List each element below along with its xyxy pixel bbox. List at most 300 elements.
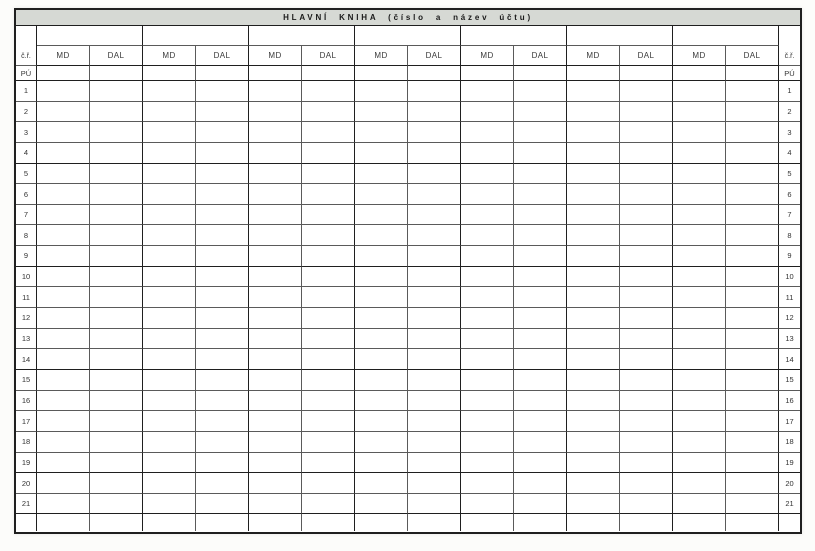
dal-header-cell-3: DAL xyxy=(302,46,355,66)
data-cell-r11-c11 xyxy=(567,287,620,308)
data-cell-r17-c4 xyxy=(196,411,249,432)
dal-header-cell-4: DAL xyxy=(408,46,461,66)
data-cell-r9-c11 xyxy=(567,246,620,267)
data-cell-r1-c3 xyxy=(143,81,196,102)
data-cell-r12-c1 xyxy=(37,308,90,329)
data-cell-r6-c2 xyxy=(90,184,143,205)
data-cell-r5-c10 xyxy=(514,164,567,185)
data-cell-r20-c4 xyxy=(196,473,249,494)
data-cell-r4-c5 xyxy=(249,143,302,164)
data-cell-r19-c12 xyxy=(620,453,673,474)
data-cell-r2-c11 xyxy=(567,102,620,123)
row-number-cell-left-10: 10 xyxy=(16,267,37,288)
data-cell-r2-c6 xyxy=(302,102,355,123)
data-cell-r3-c2 xyxy=(90,122,143,143)
data-cell-r13-c1 xyxy=(37,329,90,350)
opening-data-cell-3 xyxy=(143,66,196,81)
data-cell-r16-c10 xyxy=(514,391,567,412)
row-number-cell-left-3: 3 xyxy=(16,122,37,143)
data-cell-r19-c14 xyxy=(726,453,779,474)
data-cell-r16-c12 xyxy=(620,391,673,412)
totals-data-cell-8 xyxy=(408,514,461,531)
data-cell-r12-c5 xyxy=(249,308,302,329)
data-cell-r21-c6 xyxy=(302,494,355,515)
data-cell-r14-c8 xyxy=(408,349,461,370)
data-cell-r1-c10 xyxy=(514,81,567,102)
row-number-cell-right-17: 17 xyxy=(779,411,800,432)
data-cell-r7-c14 xyxy=(726,205,779,226)
data-cell-r3-c11 xyxy=(567,122,620,143)
data-cell-r14-c12 xyxy=(620,349,673,370)
opening-data-cell-7 xyxy=(355,66,408,81)
data-cell-r16-c7 xyxy=(355,391,408,412)
data-cell-r5-c5 xyxy=(249,164,302,185)
data-cell-r8-c2 xyxy=(90,225,143,246)
data-cell-r8-c3 xyxy=(143,225,196,246)
row-number-cell-right-8: 8 xyxy=(779,225,800,246)
opening-data-cell-4 xyxy=(196,66,249,81)
ledger-grid xyxy=(16,26,800,532)
data-cell-r3-c5 xyxy=(249,122,302,143)
data-cell-r6-c12 xyxy=(620,184,673,205)
data-cell-r1-c14 xyxy=(726,81,779,102)
data-cell-r17-c7 xyxy=(355,411,408,432)
data-cell-r11-c12 xyxy=(620,287,673,308)
data-cell-r11-c10 xyxy=(514,287,567,308)
totals-data-cell-12 xyxy=(620,514,673,531)
row-number-cell-left-11: 11 xyxy=(16,287,37,308)
data-cell-r4-c13 xyxy=(673,143,726,164)
data-cell-r20-c2 xyxy=(90,473,143,494)
data-cell-r18-c11 xyxy=(567,432,620,453)
data-cell-r13-c13 xyxy=(673,329,726,350)
row-number-cell-left-1: 1 xyxy=(16,81,37,102)
data-cell-r18-c7 xyxy=(355,432,408,453)
opening-data-cell-12 xyxy=(620,66,673,81)
data-cell-r6-c8 xyxy=(408,184,461,205)
data-cell-r13-c14 xyxy=(726,329,779,350)
data-cell-r10-c4 xyxy=(196,267,249,288)
data-cell-r11-c7 xyxy=(355,287,408,308)
data-cell-r14-c14 xyxy=(726,349,779,370)
data-cell-r6-c4 xyxy=(196,184,249,205)
data-cell-r1-c8 xyxy=(408,81,461,102)
data-cell-r20-c5 xyxy=(249,473,302,494)
opening-row-number-right: PÚ xyxy=(779,66,800,81)
opening-data-cell-6 xyxy=(302,66,355,81)
row-number-header-left: č.ř. xyxy=(16,26,37,66)
row-number-cell-left-4: 4 xyxy=(16,143,37,164)
data-cell-r8-c6 xyxy=(302,225,355,246)
data-cell-r9-c9 xyxy=(461,246,514,267)
row-number-cell-right-14: 14 xyxy=(779,349,800,370)
data-cell-r9-c8 xyxy=(408,246,461,267)
data-cell-r15-c9 xyxy=(461,370,514,391)
data-cell-r10-c7 xyxy=(355,267,408,288)
data-cell-r15-c10 xyxy=(514,370,567,391)
data-cell-r18-c3 xyxy=(143,432,196,453)
data-cell-r3-c9 xyxy=(461,122,514,143)
row-number-cell-left-17: 17 xyxy=(16,411,37,432)
row-number-cell-left-14: 14 xyxy=(16,349,37,370)
data-cell-r18-c5 xyxy=(249,432,302,453)
data-cell-r5-c4 xyxy=(196,164,249,185)
data-cell-r19-c9 xyxy=(461,453,514,474)
account-name-cell-2 xyxy=(143,26,249,46)
totals-data-cell-1 xyxy=(37,514,90,531)
data-cell-r13-c4 xyxy=(196,329,249,350)
data-cell-r19-c13 xyxy=(673,453,726,474)
row-number-cell-left-20: 20 xyxy=(16,473,37,494)
data-cell-r9-c13 xyxy=(673,246,726,267)
data-cell-r17-c14 xyxy=(726,411,779,432)
data-cell-r18-c8 xyxy=(408,432,461,453)
data-cell-r15-c6 xyxy=(302,370,355,391)
data-cell-r14-c6 xyxy=(302,349,355,370)
data-cell-r2-c7 xyxy=(355,102,408,123)
data-cell-r13-c5 xyxy=(249,329,302,350)
data-cell-r8-c12 xyxy=(620,225,673,246)
data-cell-r7-c9 xyxy=(461,205,514,226)
data-cell-r18-c14 xyxy=(726,432,779,453)
data-cell-r7-c5 xyxy=(249,205,302,226)
account-name-cell-1 xyxy=(37,26,143,46)
totals-data-cell-3 xyxy=(143,514,196,531)
data-cell-r10-c11 xyxy=(567,267,620,288)
data-cell-r15-c8 xyxy=(408,370,461,391)
data-cell-r1-c2 xyxy=(90,81,143,102)
data-cell-r5-c9 xyxy=(461,164,514,185)
account-name-cell-5 xyxy=(461,26,567,46)
data-cell-r21-c11 xyxy=(567,494,620,515)
data-cell-r19-c7 xyxy=(355,453,408,474)
data-cell-r13-c10 xyxy=(514,329,567,350)
data-cell-r17-c1 xyxy=(37,411,90,432)
data-cell-r12-c4 xyxy=(196,308,249,329)
data-cell-r21-c4 xyxy=(196,494,249,515)
md-header-cell-7: MD xyxy=(673,46,726,66)
row-number-cell-left-12: 12 xyxy=(16,308,37,329)
data-cell-r19-c11 xyxy=(567,453,620,474)
data-cell-r7-c4 xyxy=(196,205,249,226)
data-cell-r15-c2 xyxy=(90,370,143,391)
data-cell-r18-c6 xyxy=(302,432,355,453)
data-cell-r4-c11 xyxy=(567,143,620,164)
row-number-cell-right-16: 16 xyxy=(779,391,800,412)
data-cell-r19-c5 xyxy=(249,453,302,474)
data-cell-r20-c14 xyxy=(726,473,779,494)
data-cell-r19-c6 xyxy=(302,453,355,474)
data-cell-r7-c12 xyxy=(620,205,673,226)
data-cell-r15-c12 xyxy=(620,370,673,391)
dal-header-cell-1: DAL xyxy=(90,46,143,66)
data-cell-r8-c13 xyxy=(673,225,726,246)
data-cell-r19-c3 xyxy=(143,453,196,474)
data-cell-r14-c1 xyxy=(37,349,90,370)
data-cell-r9-c10 xyxy=(514,246,567,267)
data-cell-r12-c6 xyxy=(302,308,355,329)
data-cell-r1-c7 xyxy=(355,81,408,102)
totals-data-cell-13 xyxy=(673,514,726,531)
dal-header-cell-5: DAL xyxy=(514,46,567,66)
row-number-cell-left-19: 19 xyxy=(16,453,37,474)
data-cell-r6-c7 xyxy=(355,184,408,205)
data-cell-r1-c4 xyxy=(196,81,249,102)
dal-header-cell-7: DAL xyxy=(726,46,779,66)
row-number-cell-right-11: 11 xyxy=(779,287,800,308)
data-cell-r2-c8 xyxy=(408,102,461,123)
data-cell-r4-c7 xyxy=(355,143,408,164)
data-cell-r18-c12 xyxy=(620,432,673,453)
data-cell-r7-c10 xyxy=(514,205,567,226)
data-cell-r17-c5 xyxy=(249,411,302,432)
totals-row-right-cell xyxy=(779,514,800,531)
totals-data-cell-7 xyxy=(355,514,408,531)
data-cell-r21-c5 xyxy=(249,494,302,515)
data-cell-r10-c10 xyxy=(514,267,567,288)
account-name-cell-4 xyxy=(355,26,461,46)
data-cell-r10-c1 xyxy=(37,267,90,288)
data-cell-r3-c4 xyxy=(196,122,249,143)
data-cell-r16-c14 xyxy=(726,391,779,412)
data-cell-r1-c11 xyxy=(567,81,620,102)
data-cell-r15-c5 xyxy=(249,370,302,391)
data-cell-r8-c8 xyxy=(408,225,461,246)
data-cell-r14-c3 xyxy=(143,349,196,370)
dal-header-cell-2: DAL xyxy=(196,46,249,66)
opening-data-cell-11 xyxy=(567,66,620,81)
row-number-cell-right-3: 3 xyxy=(779,122,800,143)
data-cell-r5-c2 xyxy=(90,164,143,185)
totals-data-cell-14 xyxy=(726,514,779,531)
data-cell-r19-c8 xyxy=(408,453,461,474)
data-cell-r4-c3 xyxy=(143,143,196,164)
data-cell-r5-c6 xyxy=(302,164,355,185)
data-cell-r15-c13 xyxy=(673,370,726,391)
data-cell-r12-c7 xyxy=(355,308,408,329)
data-cell-r10-c14 xyxy=(726,267,779,288)
data-cell-r8-c5 xyxy=(249,225,302,246)
data-cell-r4-c1 xyxy=(37,143,90,164)
data-cell-r8-c4 xyxy=(196,225,249,246)
totals-data-cell-6 xyxy=(302,514,355,531)
data-cell-r3-c3 xyxy=(143,122,196,143)
data-cell-r21-c1 xyxy=(37,494,90,515)
data-cell-r12-c3 xyxy=(143,308,196,329)
data-cell-r10-c9 xyxy=(461,267,514,288)
row-number-header-right: č.ř. xyxy=(779,26,800,66)
data-cell-r5-c12 xyxy=(620,164,673,185)
data-cell-r18-c9 xyxy=(461,432,514,453)
data-cell-r7-c3 xyxy=(143,205,196,226)
data-cell-r20-c9 xyxy=(461,473,514,494)
data-cell-r16-c5 xyxy=(249,391,302,412)
totals-data-cell-10 xyxy=(514,514,567,531)
data-cell-r7-c8 xyxy=(408,205,461,226)
data-cell-r4-c8 xyxy=(408,143,461,164)
data-cell-r12-c13 xyxy=(673,308,726,329)
data-cell-r21-c8 xyxy=(408,494,461,515)
data-cell-r12-c12 xyxy=(620,308,673,329)
data-cell-r1-c9 xyxy=(461,81,514,102)
data-cell-r20-c13 xyxy=(673,473,726,494)
data-cell-r15-c7 xyxy=(355,370,408,391)
row-number-cell-left-9: 9 xyxy=(16,246,37,267)
data-cell-r21-c14 xyxy=(726,494,779,515)
md-header-cell-6: MD xyxy=(567,46,620,66)
data-cell-r9-c3 xyxy=(143,246,196,267)
data-cell-r14-c10 xyxy=(514,349,567,370)
data-cell-r9-c5 xyxy=(249,246,302,267)
data-cell-r7-c7 xyxy=(355,205,408,226)
data-cell-r2-c1 xyxy=(37,102,90,123)
row-number-cell-left-2: 2 xyxy=(16,102,37,123)
data-cell-r13-c8 xyxy=(408,329,461,350)
data-cell-r21-c7 xyxy=(355,494,408,515)
data-cell-r20-c7 xyxy=(355,473,408,494)
data-cell-r18-c10 xyxy=(514,432,567,453)
data-cell-r21-c3 xyxy=(143,494,196,515)
row-number-cell-left-15: 15 xyxy=(16,370,37,391)
data-cell-r13-c9 xyxy=(461,329,514,350)
md-header-cell-1: MD xyxy=(37,46,90,66)
data-cell-r6-c5 xyxy=(249,184,302,205)
account-name-cell-6 xyxy=(567,26,673,46)
data-cell-r5-c1 xyxy=(37,164,90,185)
row-number-cell-left-8: 8 xyxy=(16,225,37,246)
data-cell-r3-c7 xyxy=(355,122,408,143)
data-cell-r13-c12 xyxy=(620,329,673,350)
data-cell-r3-c13 xyxy=(673,122,726,143)
data-cell-r4-c2 xyxy=(90,143,143,164)
account-name-cell-3 xyxy=(249,26,355,46)
data-cell-r17-c2 xyxy=(90,411,143,432)
data-cell-r20-c6 xyxy=(302,473,355,494)
totals-data-cell-11 xyxy=(567,514,620,531)
data-cell-r14-c11 xyxy=(567,349,620,370)
data-cell-r10-c8 xyxy=(408,267,461,288)
opening-data-cell-5 xyxy=(249,66,302,81)
data-cell-r17-c6 xyxy=(302,411,355,432)
data-cell-r11-c4 xyxy=(196,287,249,308)
data-cell-r9-c14 xyxy=(726,246,779,267)
data-cell-r19-c1 xyxy=(37,453,90,474)
data-cell-r7-c2 xyxy=(90,205,143,226)
data-cell-r9-c4 xyxy=(196,246,249,267)
opening-data-cell-1 xyxy=(37,66,90,81)
data-cell-r21-c13 xyxy=(673,494,726,515)
data-cell-r20-c10 xyxy=(514,473,567,494)
data-cell-r5-c14 xyxy=(726,164,779,185)
row-number-cell-right-18: 18 xyxy=(779,432,800,453)
data-cell-r4-c4 xyxy=(196,143,249,164)
data-cell-r21-c2 xyxy=(90,494,143,515)
data-cell-r14-c4 xyxy=(196,349,249,370)
data-cell-r8-c9 xyxy=(461,225,514,246)
data-cell-r6-c11 xyxy=(567,184,620,205)
data-cell-r7-c13 xyxy=(673,205,726,226)
opening-data-cell-10 xyxy=(514,66,567,81)
totals-row-left-cell xyxy=(16,514,37,531)
data-cell-r2-c2 xyxy=(90,102,143,123)
data-cell-r18-c13 xyxy=(673,432,726,453)
data-cell-r2-c13 xyxy=(673,102,726,123)
data-cell-r4-c10 xyxy=(514,143,567,164)
account-name-cell-7 xyxy=(673,26,779,46)
data-cell-r15-c4 xyxy=(196,370,249,391)
data-cell-r13-c7 xyxy=(355,329,408,350)
opening-data-cell-9 xyxy=(461,66,514,81)
data-cell-r12-c8 xyxy=(408,308,461,329)
ledger-form xyxy=(14,8,802,534)
form-title: HLAVNÍ KNIHA (číslo a název účtu) xyxy=(283,13,533,22)
data-cell-r5-c13 xyxy=(673,164,726,185)
data-cell-r14-c9 xyxy=(461,349,514,370)
md-header-cell-5: MD xyxy=(461,46,514,66)
dal-header-cell-6: DAL xyxy=(620,46,673,66)
data-cell-r7-c6 xyxy=(302,205,355,226)
data-cell-r13-c6 xyxy=(302,329,355,350)
opening-data-cell-2 xyxy=(90,66,143,81)
data-cell-r6-c1 xyxy=(37,184,90,205)
data-cell-r10-c5 xyxy=(249,267,302,288)
md-header-cell-4: MD xyxy=(355,46,408,66)
data-cell-r19-c2 xyxy=(90,453,143,474)
data-cell-r16-c9 xyxy=(461,391,514,412)
row-number-cell-right-1: 1 xyxy=(779,81,800,102)
data-cell-r21-c12 xyxy=(620,494,673,515)
data-cell-r12-c2 xyxy=(90,308,143,329)
row-number-cell-left-21: 21 xyxy=(16,494,37,515)
data-cell-r11-c9 xyxy=(461,287,514,308)
data-cell-r17-c3 xyxy=(143,411,196,432)
data-cell-r11-c1 xyxy=(37,287,90,308)
data-cell-r13-c11 xyxy=(567,329,620,350)
data-cell-r18-c2 xyxy=(90,432,143,453)
data-cell-r11-c3 xyxy=(143,287,196,308)
data-cell-r16-c6 xyxy=(302,391,355,412)
data-cell-r12-c10 xyxy=(514,308,567,329)
data-cell-r6-c3 xyxy=(143,184,196,205)
data-cell-r17-c8 xyxy=(408,411,461,432)
data-cell-r11-c8 xyxy=(408,287,461,308)
data-cell-r2-c5 xyxy=(249,102,302,123)
opening-data-cell-8 xyxy=(408,66,461,81)
data-cell-r16-c2 xyxy=(90,391,143,412)
data-cell-r1-c13 xyxy=(673,81,726,102)
row-number-cell-right-13: 13 xyxy=(779,329,800,350)
data-cell-r17-c13 xyxy=(673,411,726,432)
data-cell-r15-c1 xyxy=(37,370,90,391)
data-cell-r2-c14 xyxy=(726,102,779,123)
data-cell-r1-c12 xyxy=(620,81,673,102)
data-cell-r15-c14 xyxy=(726,370,779,391)
row-number-cell-right-2: 2 xyxy=(779,102,800,123)
row-number-cell-right-20: 20 xyxy=(779,473,800,494)
data-cell-r2-c10 xyxy=(514,102,567,123)
data-cell-r16-c11 xyxy=(567,391,620,412)
data-cell-r8-c11 xyxy=(567,225,620,246)
data-cell-r3-c12 xyxy=(620,122,673,143)
totals-data-cell-2 xyxy=(90,514,143,531)
data-cell-r3-c6 xyxy=(302,122,355,143)
data-cell-r15-c3 xyxy=(143,370,196,391)
data-cell-r11-c2 xyxy=(90,287,143,308)
opening-data-cell-13 xyxy=(673,66,726,81)
data-cell-r1-c1 xyxy=(37,81,90,102)
data-cell-r1-c6 xyxy=(302,81,355,102)
row-number-cell-right-15: 15 xyxy=(779,370,800,391)
